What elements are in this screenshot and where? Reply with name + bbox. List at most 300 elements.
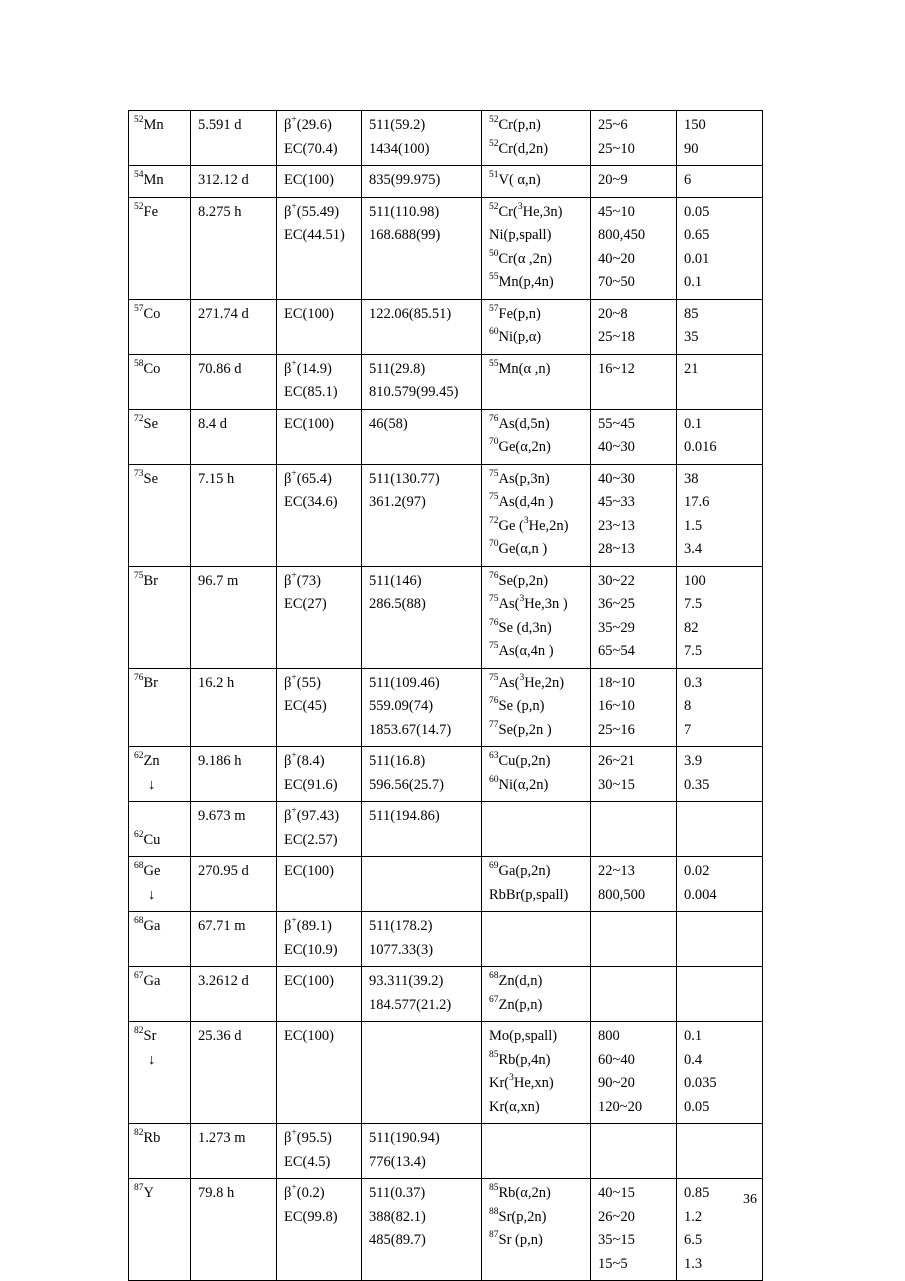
cell-line: 30~15 [598, 776, 635, 793]
cell-line: 40~15 [598, 1185, 635, 1201]
cell-line: Kr($^3$He,xn) [489, 1073, 554, 1091]
isotope-table [128, 110, 763, 1281]
decay-mode-cell [277, 668, 362, 747]
cell-line: 776(13.4) [369, 1153, 426, 1170]
cell-line: 1077.33(3) [369, 941, 434, 958]
cell-line: 1.5 [684, 517, 703, 534]
cell-line: 511(16.8) [369, 753, 426, 769]
cell-line: $^{82}$Sr [134, 1026, 157, 1044]
cell-line: 835(99.975) [369, 172, 441, 188]
cell-line [134, 805, 190, 829]
isotope-cell [129, 1179, 191, 1281]
decay-mode-cell [277, 111, 362, 166]
cell-line: 36~25 [598, 596, 635, 612]
cell-line: 16~10 [598, 698, 635, 714]
cell-line: Ni(p,spall) [489, 227, 552, 243]
cell-line: $^{52}$Cr($^3$He,3n) [489, 201, 563, 220]
yield-cell [677, 802, 763, 857]
energy-range-cell [591, 464, 677, 566]
energy-range-cell [591, 197, 677, 299]
cell-line: 26~21 [598, 753, 635, 769]
cell-line: 18~10 [598, 674, 635, 691]
cell-line: Mo(p,spall) [489, 1028, 558, 1044]
cell-line: 7 [684, 721, 692, 738]
table-row [129, 1022, 763, 1124]
cell-line: 8 [684, 698, 692, 714]
cell-line: 16~12 [598, 360, 635, 377]
cell-line: EC(85.1) [284, 384, 338, 400]
cell-line: 35~15 [598, 1232, 635, 1248]
cell-line: 100 [684, 572, 706, 589]
cell-line: $^{88}$Sr(p,2n) [489, 1206, 547, 1225]
half-life-cell [191, 857, 277, 912]
cell-line: $^{55}$Mn(α ,n) [489, 358, 551, 377]
cell-line: $^{52}$Cr(d,2n) [489, 138, 549, 157]
reaction-cell [482, 166, 591, 198]
table-row [129, 354, 763, 409]
cell-line: 20~9 [598, 172, 628, 188]
table-row [129, 857, 763, 912]
cell-line: 8.4 d [198, 415, 227, 432]
isotope-cell [129, 912, 191, 967]
cell-line: $^{70}$Ge(α,2n) [489, 437, 551, 455]
isotope-cell [129, 747, 191, 802]
cell-line: β+(8.4) [284, 751, 325, 769]
cell-line: $^{76}$Se (d,3n) [489, 617, 552, 636]
cell-line: 511(110.98) [369, 203, 440, 220]
cell-line: β+(29.6) [284, 115, 332, 133]
cell-line: 65~54 [598, 643, 635, 659]
cell-line: 120~20 [598, 1098, 643, 1115]
isotope-cell [129, 299, 191, 354]
cell-line: 1.3 [684, 1255, 703, 1272]
decay-mode-cell [277, 464, 362, 566]
cell-line: 25~18 [598, 329, 635, 345]
cell-line: 3.4 [684, 541, 703, 557]
cell-line: ↓ [148, 1051, 156, 1068]
cell-line: 511(146) [369, 572, 422, 589]
cell-line: $^{76}$Br [134, 672, 158, 691]
cell-line: 0.016 [684, 439, 717, 455]
half-life-cell [191, 802, 277, 857]
cell-line: $^{75}$As($^3$He,2n) [489, 672, 565, 691]
isotope-cell [129, 668, 191, 747]
cell-line: 511(130.77) [369, 470, 440, 487]
energy-range-cell [591, 1179, 677, 1281]
table-row [129, 912, 763, 967]
cell-line: $^{52}$Mn [134, 115, 164, 133]
cell-line: 361.2(97) [369, 494, 426, 510]
table-row [129, 802, 763, 857]
cell-line: 79.8 h [198, 1185, 235, 1201]
yield-cell [677, 668, 763, 747]
cell-line: 0.3 [684, 674, 703, 691]
reaction-cell [482, 111, 591, 166]
cell-line: EC(27) [284, 596, 327, 612]
cell-line: 1.273 m [198, 1130, 246, 1146]
cell-line: EC(100) [284, 415, 334, 432]
decay-mode-cell [277, 857, 362, 912]
half-life-cell [191, 1179, 277, 1281]
cell-line: ↓ [148, 886, 156, 903]
cell-line: 6 [684, 172, 692, 188]
cell-line: $^{70}$Ge(α,n ) [489, 539, 548, 557]
reaction-cell [482, 1124, 591, 1179]
half-life-cell [191, 912, 277, 967]
cell-line: 9.673 m [198, 808, 246, 824]
cell-line: $^{54}$Mn [134, 170, 164, 188]
energy-range-cell [591, 354, 677, 409]
yield-cell [677, 354, 763, 409]
cell-line: 70~50 [598, 274, 635, 290]
cell-line: 46(58) [369, 415, 408, 432]
cell-line: $^{76}$Se (p,n) [489, 696, 545, 714]
isotope-cell [129, 166, 191, 198]
cell-line: 25.36 d [198, 1028, 242, 1044]
cell-line: $^{76}$As(d,5n) [489, 413, 550, 432]
cell-line: $^{75}$As(α,4n ) [489, 641, 554, 659]
cell-line: Kr(α,xn) [489, 1098, 540, 1115]
cell-line: 0.01 [684, 250, 710, 267]
cell-line: 7.5 [684, 596, 703, 612]
reaction-cell [482, 197, 591, 299]
cell-line: 0.1 [684, 274, 703, 290]
isotope-cell [129, 354, 191, 409]
gamma-energy-cell [362, 299, 482, 354]
cell-line: ↓ [148, 776, 156, 793]
isotope-cell [129, 802, 191, 857]
yield-cell [677, 111, 763, 166]
table-row [129, 967, 763, 1022]
cell-line: 45~10 [598, 203, 635, 220]
reaction-cell [482, 1179, 591, 1281]
cell-line: 7.15 h [198, 470, 235, 487]
isotope-cell [129, 409, 191, 464]
cell-line: $^{57}$Co [134, 303, 161, 322]
energy-range-cell [591, 1124, 677, 1179]
half-life-cell [191, 354, 277, 409]
decay-mode-cell [277, 967, 362, 1022]
gamma-energy-cell [362, 1124, 482, 1179]
energy-range-cell [591, 802, 677, 857]
cell-line: 485(89.7) [369, 1232, 426, 1248]
cell-line: 0.05 [684, 1098, 710, 1115]
cell-line: β+(95.5) [284, 1128, 332, 1146]
isotope-cell [129, 1022, 191, 1124]
cell-line: 96.7 m [198, 572, 239, 589]
cell-line: 6.5 [684, 1232, 703, 1248]
cell-line: 511(109.46) [369, 674, 440, 691]
energy-range-cell [591, 299, 677, 354]
cell-line: 0.85 [684, 1185, 710, 1201]
cell-line: 5.591 d [198, 117, 242, 133]
cell-line: 511(190.94) [369, 1130, 440, 1146]
table-row [129, 668, 763, 747]
cell-line: $^{75}$As(d,4n ) [489, 492, 554, 510]
cell-line: EC(100) [284, 973, 334, 989]
isotope-cell [129, 566, 191, 668]
cell-line: 559.09(74) [369, 698, 434, 714]
decay-mode-cell [277, 802, 362, 857]
cell-line: 511(178.2) [369, 918, 433, 934]
cell-line: EC(10.9) [284, 941, 338, 958]
cell-line: EC(44.51) [284, 227, 345, 243]
cell-line: 271.74 d [198, 305, 249, 322]
yield-cell [677, 299, 763, 354]
cell-line: 388(82.1) [369, 1208, 426, 1225]
cell-line: 28~13 [598, 541, 635, 557]
decay-mode-cell [277, 1022, 362, 1124]
isotope-cell [129, 197, 191, 299]
decay-mode-cell [277, 299, 362, 354]
cell-line: 0.4 [684, 1051, 703, 1068]
reaction-cell [482, 354, 591, 409]
cell-line: 70.86 d [198, 360, 242, 377]
cell-line: $^{73}$Se [134, 468, 158, 487]
yield-cell [677, 967, 763, 1022]
cell-line: β+(97.43) [284, 806, 340, 824]
decay-mode-cell [277, 912, 362, 967]
cell-line: 168.688(99) [369, 227, 441, 243]
gamma-energy-cell [362, 857, 482, 912]
table-row [129, 747, 763, 802]
reaction-cell [482, 967, 591, 1022]
energy-range-cell [591, 111, 677, 166]
decay-mode-cell [277, 166, 362, 198]
cell-line: EC(4.5) [284, 1153, 331, 1170]
cell-line: 45~33 [598, 494, 635, 510]
yield-cell [677, 197, 763, 299]
yield-cell [677, 857, 763, 912]
cell-line: β+(14.9) [284, 358, 332, 377]
reaction-cell [482, 747, 591, 802]
cell-line: 82 [684, 619, 699, 636]
isotope-cell [129, 464, 191, 566]
table-row [129, 566, 763, 668]
cell-line: 16.2 h [198, 674, 235, 691]
cell-line: 38 [684, 470, 699, 487]
reaction-cell [482, 1022, 591, 1124]
cell-line: $^{72}$Se [134, 413, 158, 432]
cell-line: EC(70.4) [284, 140, 338, 157]
reaction-cell [482, 409, 591, 464]
cell-line: 0.02 [684, 863, 710, 879]
energy-range-cell [591, 668, 677, 747]
cell-line: 150 [684, 117, 706, 133]
cell-line: $^{87}$Y [134, 1183, 154, 1201]
gamma-energy-cell [362, 967, 482, 1022]
cell-line: 511(0.37) [369, 1185, 426, 1201]
cell-line: $^{76}$Se(p,2n) [489, 570, 549, 589]
half-life-cell [191, 464, 277, 566]
gamma-energy-cell [362, 166, 482, 198]
decay-mode-cell [277, 409, 362, 464]
cell-line: 60~40 [598, 1051, 635, 1068]
cell-line: 26~20 [598, 1208, 635, 1225]
cell-line: 40~30 [598, 470, 635, 487]
cell-line: 90 [684, 140, 699, 157]
table-row [129, 409, 763, 464]
cell-line: 8.275 h [198, 203, 242, 220]
cell-line: $^{51}$V( α,n) [489, 170, 541, 188]
cell-line: $^{60}$Ni(α,2n) [489, 774, 549, 793]
half-life-cell [191, 566, 277, 668]
cell-line: 35~29 [598, 619, 635, 636]
cell-line: 23~13 [598, 517, 635, 534]
reaction-cell [482, 464, 591, 566]
cell-line: 1853.67(14.7) [369, 721, 452, 738]
cell-line: EC(45) [284, 698, 327, 714]
cell-line: 25~10 [598, 140, 635, 157]
cell-line: $^{75}$As($^3$He,3n ) [489, 594, 568, 612]
half-life-cell [191, 967, 277, 1022]
cell-line: β+(0.2) [284, 1183, 325, 1201]
table-row [129, 197, 763, 299]
table-row [129, 1179, 763, 1281]
gamma-energy-cell [362, 1179, 482, 1281]
energy-range-cell [591, 1022, 677, 1124]
cell-line: 40~20 [598, 250, 635, 267]
cell-line: 122.06(85.51) [369, 305, 452, 322]
cell-line: $^{62}$Zn [134, 751, 160, 769]
cell-line: 184.577(21.2) [369, 996, 452, 1013]
gamma-energy-cell [362, 747, 482, 802]
cell-line: 3.2612 d [198, 973, 249, 989]
half-life-cell [191, 668, 277, 747]
gamma-energy-cell [362, 464, 482, 566]
cell-line: 511(29.8) [369, 360, 426, 377]
cell-line: $^{57}$Fe(p,n) [489, 303, 541, 322]
page-number: 36 [743, 1192, 757, 1207]
cell-line: 40~30 [598, 439, 635, 455]
energy-range-cell [591, 166, 677, 198]
cell-line: 21 [684, 360, 699, 377]
cell-line: β+(89.1) [284, 916, 332, 934]
yield-cell [677, 166, 763, 198]
reaction-cell [482, 299, 591, 354]
cell-line: $^{69}$Ga(p,2n) [489, 861, 551, 879]
cell-line: 55~45 [598, 415, 635, 432]
decay-mode-cell [277, 197, 362, 299]
cell-line: $^{77}$Se(p,2n ) [489, 719, 552, 738]
cell-line: 0.35 [684, 776, 710, 793]
cell-line: 25~6 [598, 117, 628, 133]
energy-range-cell [591, 857, 677, 912]
energy-range-cell [591, 566, 677, 668]
cell-line: 511(194.86) [369, 808, 440, 824]
cell-line: 67.71 m [198, 918, 246, 934]
table-row [129, 464, 763, 566]
cell-line: β+(65.4) [284, 468, 332, 487]
cell-line: 15~5 [598, 1255, 628, 1272]
cell-line: 312.12 d [198, 172, 249, 188]
yield-cell [677, 409, 763, 464]
gamma-energy-cell [362, 354, 482, 409]
cell-line: EC(100) [284, 863, 334, 879]
gamma-energy-cell [362, 111, 482, 166]
half-life-cell [191, 747, 277, 802]
energy-range-cell [591, 747, 677, 802]
gamma-energy-cell [362, 1022, 482, 1124]
gamma-energy-cell [362, 197, 482, 299]
decay-mode-cell [277, 1179, 362, 1281]
cell-line: β+(55.49) [284, 201, 340, 220]
cell-line: $^{68}$Zn(d,n) [489, 971, 543, 989]
cell-line: 800,500 [598, 886, 646, 903]
cell-line: $^{68}$Ga [134, 916, 161, 934]
reaction-cell [482, 857, 591, 912]
isotope-cell [129, 1124, 191, 1179]
gamma-energy-cell [362, 912, 482, 967]
energy-range-cell [591, 967, 677, 1022]
cell-line: 1434(100) [369, 140, 430, 157]
half-life-cell [191, 409, 277, 464]
cell-line: $^{67}$Zn(p,n) [489, 994, 543, 1013]
energy-range-cell [591, 912, 677, 967]
cell-line: $^{85}$Rb(α,2n) [489, 1183, 551, 1201]
isotope-cell [129, 967, 191, 1022]
cell-line: $^{75}$Br [134, 570, 158, 589]
cell-line: $^{82}$Rb [134, 1128, 161, 1146]
table-row [129, 166, 763, 198]
cell-line: 0.65 [684, 227, 710, 243]
cell-line: 511(59.2) [369, 117, 426, 133]
decay-mode-cell [277, 354, 362, 409]
cell-line: EC(91.6) [284, 776, 338, 793]
decay-mode-cell [277, 566, 362, 668]
cell-line: β+(73) [284, 570, 321, 589]
cell-line: EC(100) [284, 305, 334, 322]
cell-line: 35 [684, 329, 699, 345]
cell-line: 0.1 [684, 1028, 703, 1044]
decay-mode-cell [277, 747, 362, 802]
cell-line: 1.2 [684, 1208, 703, 1225]
cell-line: 85 [684, 305, 699, 322]
half-life-cell [191, 299, 277, 354]
cell-line: $^{67}$Ga [134, 971, 161, 989]
isotope-cell [129, 857, 191, 912]
gamma-energy-cell [362, 566, 482, 668]
yield-cell [677, 464, 763, 566]
cell-line: $^{62}$Cu [134, 829, 161, 848]
yield-cell [677, 747, 763, 802]
cell-line: 22~13 [598, 863, 635, 879]
cell-line: 93.311(39.2) [369, 973, 444, 989]
cell-line: EC(2.57) [284, 831, 338, 848]
cell-line: 20~8 [598, 305, 628, 322]
cell-line: $^{68}$Ge [134, 861, 161, 879]
cell-line: EC(99.8) [284, 1208, 338, 1225]
cell-line: 0.004 [684, 886, 717, 903]
half-life-cell [191, 166, 277, 198]
table-row [129, 1124, 763, 1179]
yield-cell [677, 566, 763, 668]
cell-line: 25~16 [598, 721, 635, 738]
gamma-energy-cell [362, 668, 482, 747]
cell-line: $^{85}$Rb(p,4n) [489, 1049, 551, 1068]
half-life-cell [191, 1124, 277, 1179]
cell-line: $^{50}$Cr(α ,2n) [489, 248, 553, 267]
half-life-cell [191, 197, 277, 299]
half-life-cell [191, 111, 277, 166]
cell-line: EC(100) [284, 172, 334, 188]
cell-line: 90~20 [598, 1075, 635, 1091]
cell-line: 7.5 [684, 643, 703, 659]
table-row [129, 111, 763, 166]
cell-line: $^{52}$Fe [134, 201, 158, 220]
cell-line: 800,450 [598, 227, 646, 243]
reaction-cell [482, 802, 591, 857]
